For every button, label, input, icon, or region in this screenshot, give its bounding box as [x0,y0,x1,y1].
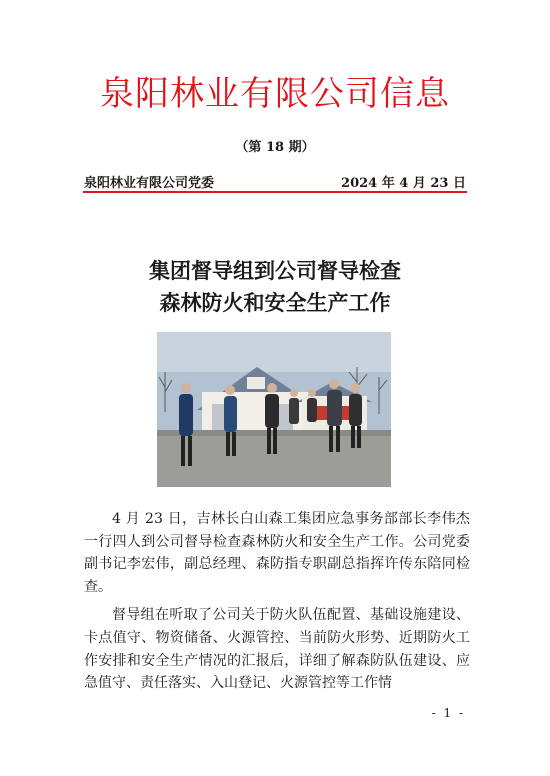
article-body [84,508,470,701]
masthead-title: 泉阳林业有限公司信息 [100,74,450,114]
article-headline [0,255,550,319]
publication-meta [84,172,466,191]
issue-number: （第 18 期） [235,140,315,155]
headline-line-2: 森林防火和安全生产工作 [159,291,391,315]
paragraph-2: 督导组在听取了公司关于防火队伍配置、基础设施建设、卡点值守、物资储备、火源管控、当前防火形势、近期防火工作安排和安全生产情况的汇报后，详细了解森防队伍建设、应急值守、责任落实、入山登记、火源管控等工作情 [84,607,470,692]
article-photo [157,332,391,487]
red-divider [83,191,467,193]
publish-date: 2024 年 4 月 23 日 [341,176,466,191]
paragraph-1: 4 月 23 日，吉林长白山森工集团应急事务部部长李伟杰一行四人到公司督导检查森林防火和安全生产工作。公司党委副书记李宏伟，副总经理、森防指专职副总指挥许传东陪同检查。 [84,511,470,595]
page-number: - 1 - [431,706,465,720]
publisher: 泉阳林业有限公司党委 [84,176,215,191]
headline-line-1: 集团督导组到公司督导检查 [149,259,401,283]
